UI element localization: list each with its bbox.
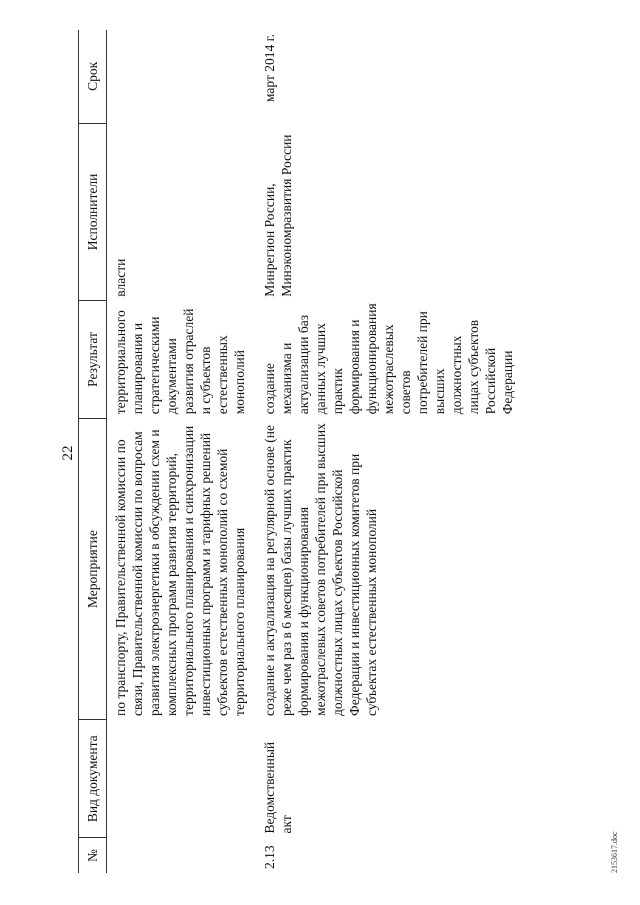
header-term: Срок — [79, 30, 107, 123]
measures-table — [78, 30, 524, 873]
page-number: 22 — [60, 445, 76, 461]
cell-event: создание и актуализация на регулярной основе (не реже чем раз в 6 месяцев) базы лучших практик формирования и функционирования межотраслевых советов потребителей при высших должностных лицах субъектов Российской Федерации и инвестиционных комитетов при субъектах естественных монополий — [262, 423, 379, 716]
header-num: № — [79, 838, 107, 873]
cell-num: 2.13 — [262, 845, 277, 869]
header-event: Мероприятие — [79, 418, 107, 720]
table-row — [107, 30, 257, 873]
header-doc-type: Вид документа — [79, 720, 107, 838]
cell-term: март 2014 г. — [262, 34, 277, 103]
header-executors: Исполнители — [79, 123, 107, 300]
cell-doc-type: Ведомственный акт — [262, 741, 294, 834]
file-name: 2153617.doc — [610, 831, 619, 873]
cell-num — [107, 838, 257, 873]
cell-executors: Минрегион России, Минэкономразвития России — [262, 134, 294, 297]
cell-event: по транспорту, Правительственной комиссии по связи, Правительственной комиссии по вопросам развития электроэнергетики в обсуждении схем и комплексных программ развития территорий, территориального планирования и синхронизации инвестиционных программ и тарифных решений субъектов естественных монополий со схемой территориального планирования — [113, 425, 247, 716]
table-header-row — [79, 30, 107, 873]
cell-term — [107, 30, 257, 123]
header-result: Результат — [79, 301, 107, 419]
table-row — [256, 30, 524, 873]
cell-result: территориального планирования и стратегическими документами развития отраслей и субъектов естественных монополий — [113, 308, 247, 415]
cell-executors: власти — [113, 258, 128, 297]
cell-result: создание механизма и актуализации баз данных лучших практик формирования и функционирования межотраслевых советов потребителей при высших должностных лицах субъектов Российской Федерации — [262, 303, 515, 415]
cell-doc-type — [107, 720, 257, 838]
